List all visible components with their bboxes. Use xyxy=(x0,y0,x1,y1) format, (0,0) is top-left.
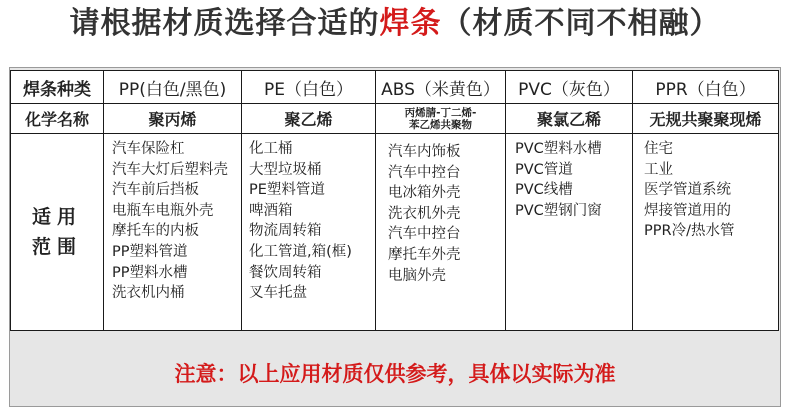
list-item: 电冰箱外壳 xyxy=(388,185,461,202)
chemical-name-pvc: 聚氯乙稀 xyxy=(506,104,633,134)
list-item: 洗衣机外壳 xyxy=(388,205,461,222)
list-item: PE塑料管道 xyxy=(249,182,325,199)
title-part-3: （材质不同不相融） xyxy=(441,6,721,41)
list-item: 汽车大灯后塑料壳 xyxy=(112,161,228,178)
list-item: 化工桶 xyxy=(249,141,293,157)
scope-cell-ppr xyxy=(633,134,779,331)
list-item: PVC线槽 xyxy=(515,182,573,199)
disclaimer-note: 注意：以上应用材质仅供参考，具体以实际为准 xyxy=(174,362,616,386)
header-pvc: PVC（灰色） xyxy=(506,71,633,104)
chemical-name-label: 化学名称 xyxy=(11,104,104,134)
list-item: 焊接管道用的 xyxy=(644,202,731,219)
header-row xyxy=(11,71,779,104)
title-part-2: 焊条 xyxy=(379,6,442,41)
chemical-name-row xyxy=(11,104,779,134)
list-item: 大型垃圾桶 xyxy=(249,161,322,178)
chemical-name-abs-line-1: 丙烯腈-丁二烯- xyxy=(404,106,477,119)
scope-label xyxy=(11,134,104,331)
list-item: 电瓶车电瓶外壳 xyxy=(112,202,214,219)
header-abs: ABS（米黄色） xyxy=(376,71,506,104)
chemical-name-abs-line-2: 苯乙烯共聚物 xyxy=(409,118,472,131)
scope-cell-pe xyxy=(242,134,376,331)
header-label: 焊条种类 xyxy=(11,71,104,104)
page-title xyxy=(0,2,790,46)
chemical-name-ppr: 无规共聚聚现烯 xyxy=(633,104,779,134)
list-item: 叉车托盘 xyxy=(249,285,307,302)
list-item: 汽车中控台 xyxy=(388,164,461,181)
list-item: PPR冷/热水管 xyxy=(644,223,735,240)
list-item: PVC塑钢门窗 xyxy=(515,202,602,219)
header-ppr: PPR（白色） xyxy=(633,71,779,104)
list-item: 住宅 xyxy=(644,141,673,157)
list-item: 化工管道,箱(框) xyxy=(249,243,352,260)
scope-row xyxy=(11,134,779,331)
list-item: 摩托车外壳 xyxy=(388,246,461,263)
list-item: 医学管道系统 xyxy=(644,182,731,199)
list-item: PVC管道 xyxy=(515,161,573,178)
header-pe: PE（白色） xyxy=(242,71,376,104)
list-item: 电脑外壳 xyxy=(388,267,446,284)
scope-label-text: 适用范围 xyxy=(31,206,82,258)
list-item: PP塑料水槽 xyxy=(112,264,188,281)
list-item: 汽车前后挡板 xyxy=(112,182,199,199)
welding-rod-table xyxy=(10,70,779,331)
list-item: 餐饮周转箱 xyxy=(249,264,322,281)
list-item: 汽车保险杠 xyxy=(112,141,185,157)
list-item: 洗衣机内桶 xyxy=(112,285,185,302)
scope-cell-abs xyxy=(376,134,506,331)
list-item: 摩托车的内板 xyxy=(112,223,199,240)
scope-cell-pvc xyxy=(506,134,633,331)
list-item: 汽车内饰板 xyxy=(388,144,461,160)
chemical-name-abs xyxy=(376,104,506,134)
list-item: PVC塑料水槽 xyxy=(515,141,602,157)
chemical-name-pe: 聚乙烯 xyxy=(242,104,376,134)
list-item: 啤酒箱 xyxy=(249,202,293,219)
list-item: 物流周转箱 xyxy=(249,223,322,240)
header-pp: PP(白色/黑色) xyxy=(104,71,242,104)
list-item: PP塑料管道 xyxy=(112,243,188,260)
title-part-1: 请根据材质选择合适的 xyxy=(69,6,380,41)
scope-cell-pp xyxy=(104,134,242,331)
list-item: 汽车中控台 xyxy=(388,226,461,243)
chemical-name-pp: 聚丙烯 xyxy=(104,104,242,134)
list-item: 工业 xyxy=(644,161,673,178)
